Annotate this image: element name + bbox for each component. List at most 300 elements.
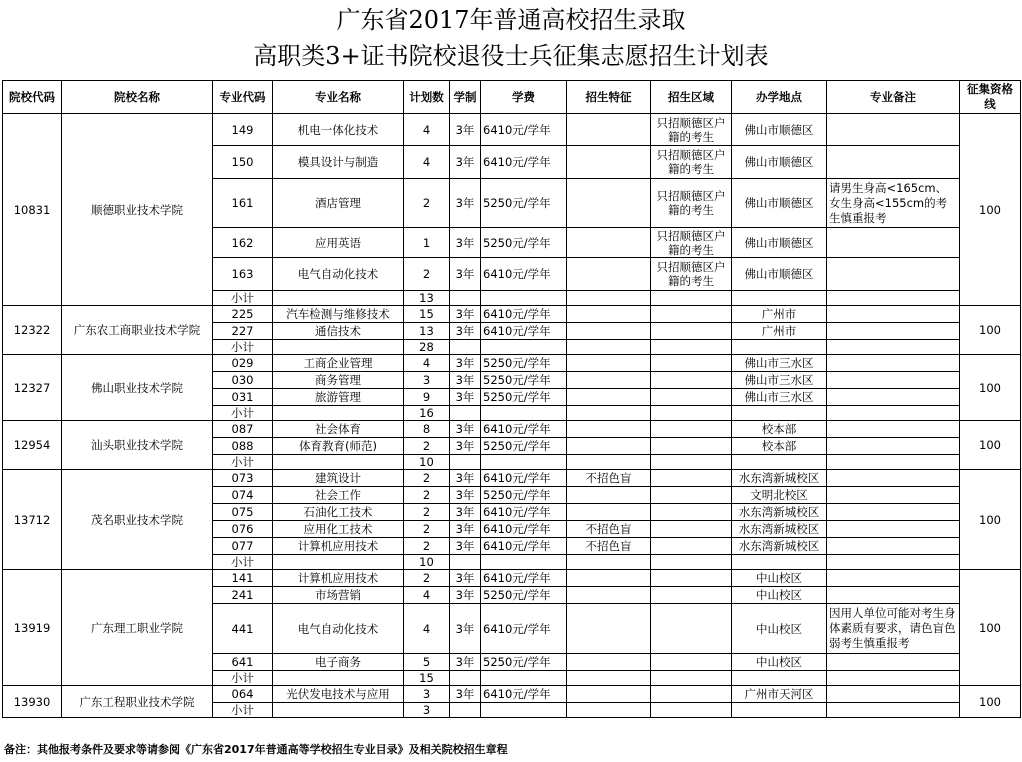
subtotal-empty-cell [827, 291, 960, 306]
years-cell: 3年 [450, 504, 481, 521]
subtotal-empty-cell [827, 406, 960, 421]
remark-cell [827, 438, 960, 455]
plan-cell: 1 [404, 228, 450, 258]
plan-cell: 2 [404, 470, 450, 487]
score-cell: 100 [960, 355, 1021, 421]
school-code-cell: 10831 [3, 114, 62, 306]
major-name-cell: 计算机应用技术 [273, 538, 404, 555]
major-name-cell: 旅游管理 [273, 389, 404, 406]
location-cell: 佛山市顺德区 [732, 258, 827, 291]
subtotal-empty-cell [567, 291, 651, 306]
fee-cell: 5250元/学年 [481, 355, 567, 372]
major-code-cell: 031 [213, 389, 273, 406]
major-name-cell: 酒店管理 [273, 179, 404, 228]
area-cell [651, 389, 732, 406]
subtotal-empty-cell [651, 340, 732, 355]
years-cell: 3年 [450, 438, 481, 455]
major-name-cell: 市场营销 [273, 587, 404, 604]
major-code-cell: 076 [213, 521, 273, 538]
table-row [3, 114, 1021, 146]
fee-cell: 6410元/学年 [481, 538, 567, 555]
major-code-cell: 141 [213, 570, 273, 587]
feature-cell [567, 306, 651, 323]
remark-cell [827, 487, 960, 504]
plan-cell: 13 [404, 323, 450, 340]
subtotal-label-cell: 小计 [213, 406, 273, 421]
major-code-cell: 073 [213, 470, 273, 487]
major-code-cell: 225 [213, 306, 273, 323]
location-cell: 中山校区 [732, 604, 827, 654]
remark-cell [827, 521, 960, 538]
area-cell [651, 587, 732, 604]
subtotal-empty-cell [567, 671, 651, 686]
subtotal-empty-cell [450, 406, 481, 421]
major-name-cell: 建筑设计 [273, 470, 404, 487]
subtotal-empty-cell [450, 703, 481, 718]
score-cell: 100 [960, 114, 1021, 306]
location-cell: 佛山市三水区 [732, 372, 827, 389]
major-name-cell: 体育教育(师范) [273, 438, 404, 455]
feature-cell [567, 114, 651, 146]
subtotal-empty-cell [481, 455, 567, 470]
fee-cell: 5250元/学年 [481, 438, 567, 455]
subtotal-empty-cell [651, 671, 732, 686]
area-cell [651, 604, 732, 654]
major-code-cell: 029 [213, 355, 273, 372]
location-cell: 校本部 [732, 438, 827, 455]
subtotal-value-cell: 15 [404, 671, 450, 686]
area-cell: 只招顺德区户籍的考生 [651, 114, 732, 146]
years-cell: 3年 [450, 228, 481, 258]
area-cell [651, 570, 732, 587]
fee-cell: 6410元/学年 [481, 323, 567, 340]
fee-cell: 5250元/学年 [481, 587, 567, 604]
years-cell: 3年 [450, 654, 481, 671]
fee-cell: 5250元/学年 [481, 487, 567, 504]
subtotal-empty-cell [567, 406, 651, 421]
years-cell: 3年 [450, 487, 481, 504]
subtotal-label-cell: 小计 [213, 671, 273, 686]
plan-cell: 3 [404, 686, 450, 703]
major-code-cell: 227 [213, 323, 273, 340]
area-cell [651, 470, 732, 487]
plan-cell: 2 [404, 438, 450, 455]
subtotal-value-cell: 16 [404, 406, 450, 421]
area-cell [651, 438, 732, 455]
plan-cell: 2 [404, 258, 450, 291]
subtotal-empty-cell [481, 291, 567, 306]
area-cell [651, 323, 732, 340]
subtotal-empty-cell [481, 703, 567, 718]
plan-cell: 2 [404, 521, 450, 538]
major-name-cell: 工商企业管理 [273, 355, 404, 372]
subtotal-empty-cell [481, 406, 567, 421]
major-name-cell: 电气自动化技术 [273, 604, 404, 654]
years-cell: 3年 [450, 470, 481, 487]
table-row [3, 306, 1021, 323]
plan-cell: 4 [404, 587, 450, 604]
years-cell: 3年 [450, 521, 481, 538]
feature-cell [567, 654, 651, 671]
header-row [3, 81, 1021, 114]
school-name-cell: 顺德职业技术学院 [62, 114, 213, 306]
major-name-cell: 机电一体化技术 [273, 114, 404, 146]
table-body [3, 114, 1021, 718]
location-cell: 水东湾新城校区 [732, 521, 827, 538]
school-name-cell: 广东工程职业技术学院 [62, 686, 213, 718]
header-school-name: 院校名称 [62, 81, 213, 114]
header-location: 办学地点 [732, 81, 827, 114]
feature-cell [567, 587, 651, 604]
school-name-cell: 广东农工商职业技术学院 [62, 306, 213, 355]
subtotal-empty-cell [567, 455, 651, 470]
area-cell [651, 306, 732, 323]
feature-cell [567, 228, 651, 258]
location-cell: 文明北校区 [732, 487, 827, 504]
area-cell [651, 686, 732, 703]
fee-cell: 6410元/学年 [481, 306, 567, 323]
footnote: 备注：其他报考条件及要求等请参阅《广东省2017年普通高等学校招生专业目录》及相关院校招生章程 [4, 743, 508, 756]
header-score: 征集资格线 [960, 81, 1021, 114]
subtotal-label-cell: 小计 [213, 455, 273, 470]
plan-cell: 4 [404, 355, 450, 372]
plan-cell: 4 [404, 114, 450, 146]
school-code-cell: 13712 [3, 470, 62, 570]
major-name-cell: 社会体育 [273, 421, 404, 438]
subtotal-label-cell: 小计 [213, 340, 273, 355]
major-name-cell: 社会工作 [273, 487, 404, 504]
years-cell: 3年 [450, 570, 481, 587]
location-cell: 佛山市顺德区 [732, 179, 827, 228]
subtotal-empty-cell [273, 406, 404, 421]
plan-cell: 3 [404, 372, 450, 389]
subtotal-empty-cell [827, 671, 960, 686]
score-cell: 100 [960, 686, 1021, 718]
location-cell: 校本部 [732, 421, 827, 438]
table-row [3, 421, 1021, 438]
table-row [3, 570, 1021, 587]
school-code-cell: 12327 [3, 355, 62, 421]
subtotal-empty-cell [450, 455, 481, 470]
remark-cell [827, 146, 960, 179]
major-name-cell: 应用英语 [273, 228, 404, 258]
score-cell: 100 [960, 470, 1021, 570]
subtotal-empty-cell [273, 291, 404, 306]
remark-cell [827, 504, 960, 521]
subtotal-empty-cell [450, 555, 481, 570]
subtotal-empty-cell [827, 703, 960, 718]
subtotal-empty-cell [651, 703, 732, 718]
header-area: 招生区域 [651, 81, 732, 114]
subtotal-value-cell: 3 [404, 703, 450, 718]
plan-cell: 8 [404, 421, 450, 438]
fee-cell: 6410元/学年 [481, 686, 567, 703]
subtotal-value-cell: 10 [404, 555, 450, 570]
fee-cell: 5250元/学年 [481, 389, 567, 406]
subtotal-empty-cell [450, 340, 481, 355]
fee-cell: 6410元/学年 [481, 604, 567, 654]
fee-cell: 6410元/学年 [481, 258, 567, 291]
major-code-cell: 064 [213, 686, 273, 703]
years-cell: 3年 [450, 538, 481, 555]
location-cell: 水东湾新城校区 [732, 538, 827, 555]
plan-cell: 2 [404, 179, 450, 228]
feature-cell [567, 421, 651, 438]
subtotal-empty-cell [732, 406, 827, 421]
major-name-cell: 应用化工技术 [273, 521, 404, 538]
fee-cell: 5250元/学年 [481, 179, 567, 228]
major-code-cell: 441 [213, 604, 273, 654]
page-subtitle: 高职类3+证书院校退役士兵征集志愿招生计划表 [253, 42, 769, 70]
header-years: 学制 [450, 81, 481, 114]
subtotal-empty-cell [651, 455, 732, 470]
feature-cell [567, 258, 651, 291]
years-cell: 3年 [450, 179, 481, 228]
years-cell: 3年 [450, 323, 481, 340]
header-fee: 学费 [481, 81, 567, 114]
table-row [3, 355, 1021, 372]
subtotal-empty-cell [732, 340, 827, 355]
area-cell: 只招顺德区户籍的考生 [651, 146, 732, 179]
remark-cell [827, 654, 960, 671]
feature-cell [567, 604, 651, 654]
subtotal-empty-cell [651, 291, 732, 306]
plan-cell: 9 [404, 389, 450, 406]
major-name-cell: 通信技术 [273, 323, 404, 340]
major-code-cell: 087 [213, 421, 273, 438]
fee-cell: 6410元/学年 [481, 470, 567, 487]
header-plan: 计划数 [404, 81, 450, 114]
subtotal-empty-cell [567, 555, 651, 570]
school-name-cell: 茂名职业技术学院 [62, 470, 213, 570]
feature-cell [567, 487, 651, 504]
header-remark: 专业备注 [827, 81, 960, 114]
school-name-cell: 广东理工职业学院 [62, 570, 213, 686]
subtotal-empty-cell [273, 703, 404, 718]
years-cell: 3年 [450, 146, 481, 179]
feature-cell [567, 179, 651, 228]
fee-cell: 6410元/学年 [481, 521, 567, 538]
location-cell: 水东湾新城校区 [732, 504, 827, 521]
score-cell: 100 [960, 306, 1021, 355]
fee-cell: 5250元/学年 [481, 654, 567, 671]
subtotal-empty-cell [481, 555, 567, 570]
area-cell [651, 372, 732, 389]
feature-cell [567, 146, 651, 179]
location-cell: 佛山市三水区 [732, 355, 827, 372]
years-cell: 3年 [450, 355, 481, 372]
area-cell: 只招顺德区户籍的考生 [651, 179, 732, 228]
major-name-cell: 电气自动化技术 [273, 258, 404, 291]
subtotal-empty-cell [567, 340, 651, 355]
feature-cell [567, 389, 651, 406]
years-cell: 3年 [450, 114, 481, 146]
major-code-cell: 149 [213, 114, 273, 146]
major-name-cell: 商务管理 [273, 372, 404, 389]
school-code-cell: 13919 [3, 570, 62, 686]
major-code-cell: 088 [213, 438, 273, 455]
area-cell [651, 421, 732, 438]
location-cell: 广州市 [732, 323, 827, 340]
feature-cell: 不招色盲 [567, 470, 651, 487]
header-feature: 招生特征 [567, 81, 651, 114]
feature-cell [567, 323, 651, 340]
years-cell: 3年 [450, 421, 481, 438]
plan-cell: 2 [404, 570, 450, 587]
page-title: 广东省2017年普通高校招生录取 [336, 6, 686, 34]
feature-cell [567, 570, 651, 587]
fee-cell: 5250元/学年 [481, 372, 567, 389]
fee-cell: 6410元/学年 [481, 114, 567, 146]
remark-cell [827, 114, 960, 146]
major-code-cell: 162 [213, 228, 273, 258]
area-cell [651, 654, 732, 671]
remark-cell [827, 686, 960, 703]
table-row [3, 686, 1021, 703]
plan-cell: 2 [404, 504, 450, 521]
remark-cell [827, 570, 960, 587]
subtotal-empty-cell [481, 340, 567, 355]
remark-cell [827, 372, 960, 389]
feature-cell: 不招色盲 [567, 521, 651, 538]
major-code-cell: 641 [213, 654, 273, 671]
location-cell: 广州市天河区 [732, 686, 827, 703]
remark-cell [827, 470, 960, 487]
major-name-cell: 光伏发电技术与应用 [273, 686, 404, 703]
subtotal-empty-cell [481, 671, 567, 686]
years-cell: 3年 [450, 686, 481, 703]
remark-cell [827, 258, 960, 291]
location-cell: 中山校区 [732, 587, 827, 604]
feature-cell: 不招色盲 [567, 538, 651, 555]
major-name-cell: 电子商务 [273, 654, 404, 671]
score-cell: 100 [960, 570, 1021, 686]
area-cell [651, 355, 732, 372]
subtotal-empty-cell [273, 455, 404, 470]
remark-cell: 因用人单位可能对考生身体素质有要求，请色盲色弱考生慎重报考 [827, 604, 960, 654]
location-cell: 佛山市顺德区 [732, 228, 827, 258]
fee-cell: 6410元/学年 [481, 504, 567, 521]
score-cell: 100 [960, 421, 1021, 470]
subtotal-value-cell: 28 [404, 340, 450, 355]
remark-cell [827, 355, 960, 372]
major-code-cell: 241 [213, 587, 273, 604]
area-cell [651, 521, 732, 538]
subtotal-empty-cell [732, 703, 827, 718]
subtotal-label-cell: 小计 [213, 291, 273, 306]
years-cell: 3年 [450, 306, 481, 323]
major-code-cell: 074 [213, 487, 273, 504]
area-cell: 只招顺德区户籍的考生 [651, 228, 732, 258]
remark-cell [827, 228, 960, 258]
remark-cell [827, 538, 960, 555]
table-row [3, 470, 1021, 487]
header-school-code: 院校代码 [3, 81, 62, 114]
header-major-code: 专业代码 [213, 81, 273, 114]
years-cell: 3年 [450, 604, 481, 654]
fee-cell: 6410元/学年 [481, 421, 567, 438]
remark-cell: 请男生身高<165cm、女生身高<155cm的考生慎重报考 [827, 179, 960, 228]
remark-cell [827, 587, 960, 604]
plan-cell: 2 [404, 487, 450, 504]
major-code-cell: 150 [213, 146, 273, 179]
school-name-cell: 佛山职业技术学院 [62, 355, 213, 421]
subtotal-empty-cell [732, 455, 827, 470]
major-code-cell: 030 [213, 372, 273, 389]
subtotal-value-cell: 13 [404, 291, 450, 306]
fee-cell: 5250元/学年 [481, 228, 567, 258]
subtotal-empty-cell [732, 671, 827, 686]
subtotal-label-cell: 小计 [213, 555, 273, 570]
subtotal-empty-cell [450, 291, 481, 306]
major-name-cell: 汽车检测与维修技术 [273, 306, 404, 323]
feature-cell [567, 438, 651, 455]
plan-cell: 4 [404, 146, 450, 179]
area-cell [651, 538, 732, 555]
years-cell: 3年 [450, 389, 481, 406]
plan-cell: 15 [404, 306, 450, 323]
feature-cell [567, 372, 651, 389]
location-cell: 水东湾新城校区 [732, 470, 827, 487]
location-cell: 中山校区 [732, 654, 827, 671]
feature-cell [567, 686, 651, 703]
area-cell [651, 504, 732, 521]
fee-cell: 6410元/学年 [481, 146, 567, 179]
subtotal-empty-cell [732, 291, 827, 306]
major-name-cell: 模具设计与制造 [273, 146, 404, 179]
years-cell: 3年 [450, 587, 481, 604]
area-cell: 只招顺德区户籍的考生 [651, 258, 732, 291]
subtotal-empty-cell [450, 671, 481, 686]
subtotal-value-cell: 10 [404, 455, 450, 470]
subtotal-empty-cell [273, 671, 404, 686]
major-name-cell: 计算机应用技术 [273, 570, 404, 587]
subtotal-empty-cell [567, 703, 651, 718]
subtotal-empty-cell [273, 340, 404, 355]
fee-cell: 6410元/学年 [481, 570, 567, 587]
subtotal-empty-cell [827, 340, 960, 355]
years-cell: 3年 [450, 258, 481, 291]
remark-cell [827, 421, 960, 438]
remark-cell [827, 389, 960, 406]
enrollment-plan-table [2, 80, 1021, 718]
subtotal-empty-cell [651, 406, 732, 421]
major-code-cell: 161 [213, 179, 273, 228]
major-name-cell: 石油化工技术 [273, 504, 404, 521]
remark-cell [827, 306, 960, 323]
location-cell: 佛山市三水区 [732, 389, 827, 406]
feature-cell [567, 504, 651, 521]
plan-cell: 2 [404, 538, 450, 555]
school-code-cell: 12954 [3, 421, 62, 470]
area-cell [651, 487, 732, 504]
subtotal-empty-cell [273, 555, 404, 570]
location-cell: 广州市 [732, 306, 827, 323]
plan-cell: 4 [404, 604, 450, 654]
major-code-cell: 075 [213, 504, 273, 521]
remark-cell [827, 323, 960, 340]
subtotal-label-cell: 小计 [213, 703, 273, 718]
location-cell: 佛山市顺德区 [732, 114, 827, 146]
location-cell: 中山校区 [732, 570, 827, 587]
subtotal-empty-cell [651, 555, 732, 570]
school-code-cell: 12322 [3, 306, 62, 355]
feature-cell [567, 355, 651, 372]
school-code-cell: 13930 [3, 686, 62, 718]
subtotal-empty-cell [827, 455, 960, 470]
plan-cell: 5 [404, 654, 450, 671]
years-cell: 3年 [450, 372, 481, 389]
